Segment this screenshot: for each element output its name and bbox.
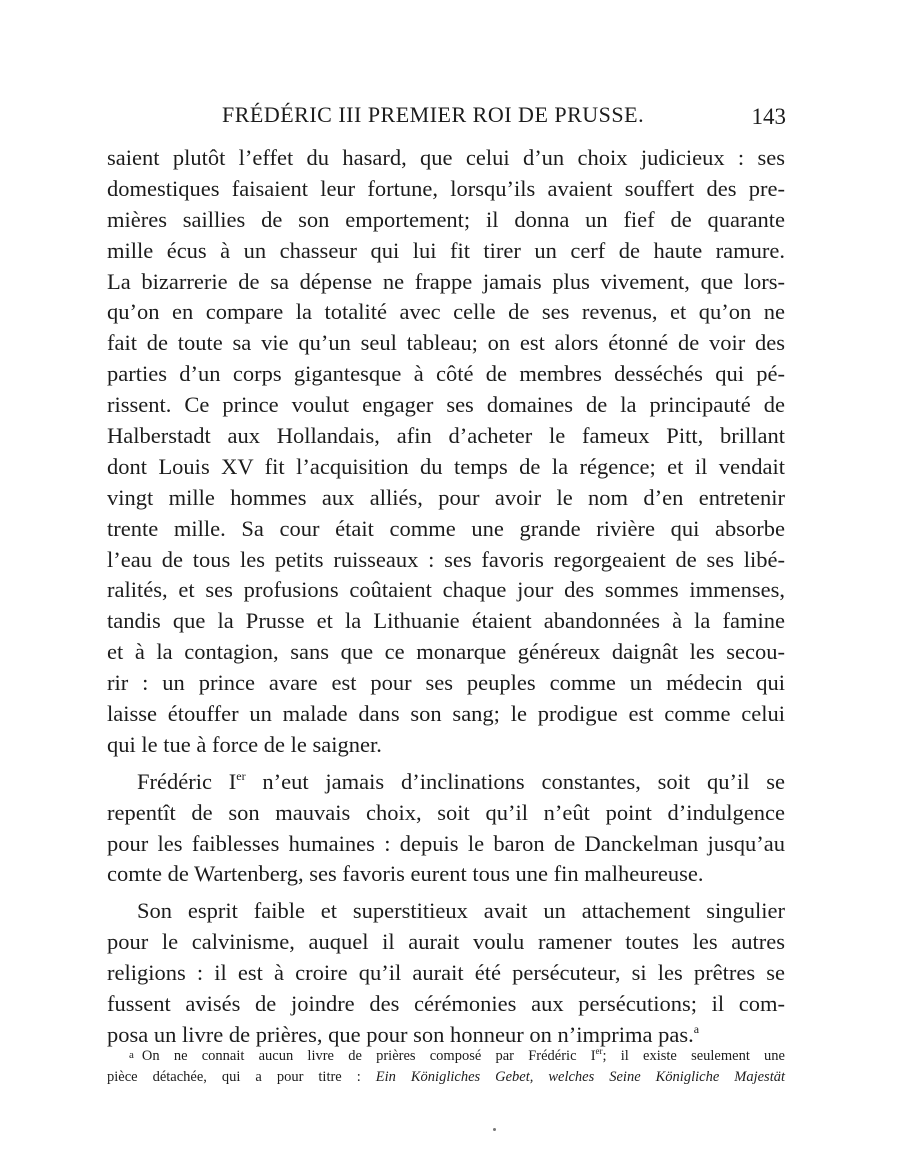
running-head — [110, 100, 790, 132]
text-line: vingt mille hommes aux alliés, pour avoir le nom d’en entretenir — [107, 484, 785, 510]
page-number: 143 — [751, 104, 786, 129]
text-line: mières saillies de son emportement; il donna un fief de quarante — [107, 206, 785, 232]
text-line: rissent. Ce prince voulut engager ses domaines de la principauté de — [107, 392, 785, 418]
text-line: dont Louis XV fit l’acquisition du temps de la régence; et il vendait — [107, 453, 785, 479]
text-line: qu’on en compare la totalité avec celle de ses revenus, et qu’on ne — [107, 299, 785, 325]
footnotes — [107, 1044, 785, 1088]
footnote-line — [107, 1066, 785, 1088]
text-line: fait de toute sa vie qu’un seul tableau; on est alors étonné de voir des — [107, 330, 785, 356]
text-segment: pièce détachée, qui a pour titre : — [107, 1069, 376, 1085]
text-line: mille écus à un chasseur qui lui fit tirer un cerf de haute ramure. — [107, 237, 785, 263]
superscript-ordinal: er — [236, 768, 246, 783]
paragraph-1 — [107, 143, 785, 761]
text-line: et à la contagion, sans que ce monarque généreux daignât les secou- — [107, 639, 785, 665]
text-line — [107, 767, 785, 798]
footnote-marker: a — [129, 1049, 134, 1061]
main-text — [107, 143, 785, 1051]
text-line: tandis que la Prusse et la Lithuanie étaient abandonnées à la famine — [107, 608, 785, 634]
footnote-line — [107, 1044, 785, 1066]
text-line: Son esprit faible et superstitieux avait un attachement singulier — [137, 898, 785, 924]
paragraph-2 — [107, 767, 785, 891]
footnote-reference: a — [693, 1021, 700, 1036]
text-line: rir : un prince avare est pour ses peuples comme un médecin qui — [107, 670, 785, 696]
paper-speck — [493, 1128, 496, 1131]
text-segment: posa un livre de prières, que pour son honneur on n’imprima pas. — [107, 1021, 694, 1047]
text-line: pour le calvinisme, auquel il aurait voulu ramener toutes les autres — [107, 929, 785, 955]
book-title-italic: Ein Königliches Gebet, welches Seine Königliche Majestät — [375, 1069, 785, 1085]
text-segment: n’eut jamais d’inclinations constantes, soit qu’il se — [245, 768, 785, 794]
text-line: pour les faiblesses humaines : depuis le baron de Danckelman jusqu’au — [107, 830, 785, 856]
text-segment: Frédéric I — [137, 768, 237, 794]
text-line: ralités, et ses profusions coûtaient chaque jour des sommes immenses, — [107, 577, 785, 603]
text-line: La bizarrerie de sa dépense ne frappe jamais plus vivement, que lors- — [107, 268, 785, 294]
text-line: religions : il est à croire qu’il aurait été persécuteur, si les prêtres se — [107, 960, 785, 986]
text-line: parties d’un corps gigantesque à côté de membres desséchés qui pé- — [107, 361, 785, 387]
text-line: Halberstadt aux Hollandais, afin d’acheter le fameux Pitt, brillant — [107, 423, 785, 449]
text-line: fussent avisés de joindre des cérémonies aux persécutions; il com- — [107, 991, 785, 1017]
text-line: saient plutôt l’effet du hasard, que celui d’un choix judicieux : ses — [107, 145, 785, 170]
paragraph-3 — [107, 896, 785, 1050]
text-line: domestiques faisaient leur fortune, lorsqu’ils avaient souffert des pre- — [107, 175, 785, 201]
text-line: comte de Wartenberg, ses favoris eurent tous une fin malheureuse. — [107, 861, 704, 887]
text-line: qui le tue à force de le saigner. — [107, 731, 382, 757]
running-title: FRÉDÉRIC III PREMIER ROI DE PRUSSE. — [222, 102, 645, 127]
text-line: repentît de son mauvais choix, soit qu’il n’eût point d’indulgence — [107, 799, 785, 825]
text-line: laisse étouffer un malade dans son sang; le prodigue est comme celui — [107, 701, 785, 727]
text-segment: On ne connait aucun livre de prières composé par Frédéric I — [141, 1048, 596, 1064]
text-line: trente mille. Sa cour était comme une grande rivière qui absorbe — [107, 515, 785, 541]
superscript-ordinal: er — [595, 1046, 603, 1056]
text-segment: ; il existe seulement une — [602, 1048, 785, 1064]
text-line: l’eau de tous les petits ruisseaux : ses favoris regorgeaient de ses libé- — [107, 546, 785, 572]
